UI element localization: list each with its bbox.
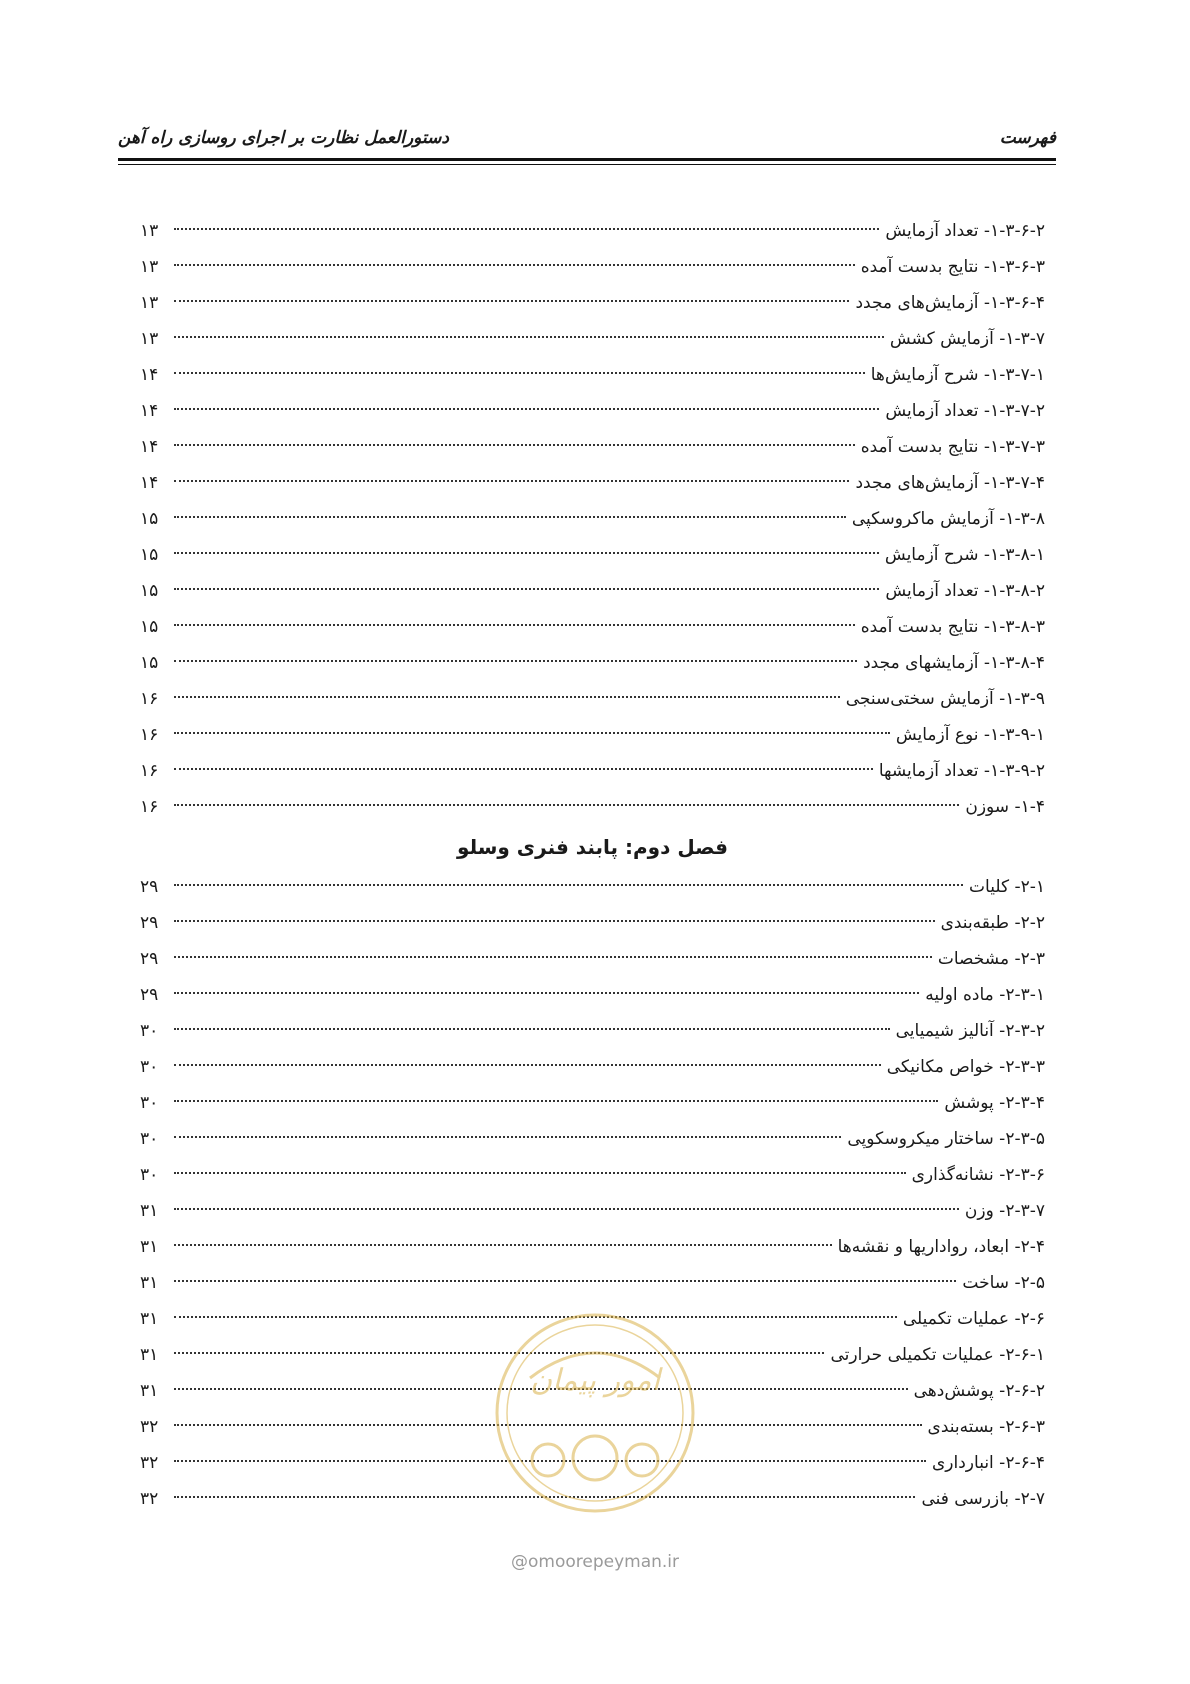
toc-entry[interactable]	[140, 645, 1045, 681]
toc-entry[interactable]	[140, 869, 1045, 905]
toc-section-1	[140, 213, 1045, 825]
toc-entry[interactable]	[140, 753, 1045, 789]
toc-entry[interactable]	[140, 977, 1045, 1013]
toc-entry-page: ۳۲	[140, 1453, 159, 1473]
toc-entry-title: ۲-۶-۳- بسته‌بندی	[927, 1417, 1045, 1437]
header-rule-thin	[118, 164, 1056, 165]
toc-entry-page: ۳۱	[140, 1201, 159, 1221]
watermark-site: @omoorepeyman.ir	[510, 1552, 680, 1572]
toc-entry[interactable]	[140, 1013, 1045, 1049]
toc-entry-title: ۱-۴- سوزن	[965, 797, 1045, 817]
toc-entry[interactable]	[140, 941, 1045, 977]
toc-entry-title: ۲-۳-۳- خواص مکانیکی	[886, 1057, 1045, 1077]
toc-entry[interactable]	[140, 321, 1045, 357]
toc-entry-title: ۱-۳-۹-۲- تعداد آزمایشها	[878, 761, 1045, 781]
toc-entry-page: ۳۲	[140, 1417, 159, 1437]
toc-entry-title: ۲-۱- کلیات	[969, 877, 1045, 897]
toc-entry-title: ۱-۳-۷-۴- آزمایش‌های مجدد	[855, 473, 1045, 493]
toc-leader-dots	[174, 1100, 938, 1102]
toc-entry-page: ۳۲	[140, 1489, 159, 1509]
toc-leader-dots	[174, 732, 890, 734]
toc-entry-page: ۳۱	[140, 1381, 159, 1401]
toc-leader-dots	[174, 1208, 959, 1210]
toc-entry-title: ۱-۳-۸-۴- آزمایشهای مجدد	[863, 653, 1045, 673]
toc-entry[interactable]	[140, 393, 1045, 429]
toc-entry[interactable]	[140, 465, 1045, 501]
toc-entry-title: ۲-۳-۲- آنالیز شیمیایی	[895, 1021, 1045, 1041]
toc-leader-dots	[174, 624, 855, 626]
toc-leader-dots	[174, 300, 849, 302]
toc-entry-page: ۱۶	[140, 689, 159, 709]
header-section-title: فهرست	[999, 128, 1056, 148]
header-document-title: دستورالعمل نظارت بر اجرای روسازی راه آهن	[118, 128, 449, 148]
toc-entry-page: ۳۰	[140, 1057, 159, 1077]
toc-entry-page: ۳۰	[140, 1129, 159, 1149]
watermark-logo-text: امور پیمان	[530, 1363, 660, 1398]
toc-leader-dots	[174, 264, 855, 266]
toc-entry-title: ۲-۲- طبقه‌بندی	[940, 913, 1045, 933]
toc-entry[interactable]	[140, 249, 1045, 285]
toc-entry-title: ۲-۳-۷- وزن	[964, 1201, 1045, 1221]
toc-entry-title: ۲-۳-۶- نشانه‌گذاری	[911, 1165, 1045, 1185]
toc-entry-title: ۱-۳-۷-۳- نتایج بدست آمده	[860, 437, 1045, 457]
toc-leader-dots	[174, 884, 963, 886]
toc-entry-title: ۲-۶-۲- پوشش‌دهی	[913, 1381, 1045, 1401]
toc-leader-dots	[174, 228, 879, 230]
toc-entry-title: ۲-۶-۱- عملیات تکمیلی حرارتی	[830, 1345, 1045, 1365]
toc-entry-page: ۱۴	[140, 401, 159, 421]
toc-entry[interactable]	[140, 609, 1045, 645]
toc-entry-title: ۱-۳-۸-۱- شرح آزمایش	[884, 545, 1045, 565]
toc-entry[interactable]	[140, 717, 1045, 753]
toc-entry[interactable]	[140, 1265, 1045, 1301]
toc-entry-page: ۳۱	[140, 1273, 159, 1293]
chapter-title: فصل دوم: پابند فنری وسلو	[457, 835, 728, 859]
toc-entry[interactable]	[140, 285, 1045, 321]
toc-entry[interactable]	[140, 789, 1045, 825]
toc-entry[interactable]	[140, 537, 1045, 573]
toc-entry-page: ۱۳	[140, 329, 159, 349]
toc-entry-title: ۲-۴- ابعاد، رواداریها و نقشه‌ها	[837, 1237, 1045, 1257]
toc-entry[interactable]	[140, 905, 1045, 941]
toc-entry[interactable]	[140, 429, 1045, 465]
toc-entry-title: ۱-۳-۷- آزمایش کشش	[889, 329, 1045, 349]
toc-entry-page: ۱۳	[140, 257, 159, 277]
toc-leader-dots	[174, 480, 849, 482]
toc-leader-dots	[174, 1172, 906, 1174]
toc-entry[interactable]	[140, 213, 1045, 249]
toc-leader-dots	[174, 372, 865, 374]
toc-entry-title: ۲-۳-۱- ماده اولیه	[925, 985, 1045, 1005]
toc-leader-dots	[174, 1136, 841, 1138]
toc-entry-page: ۱۵	[140, 509, 159, 529]
toc-leader-dots	[174, 336, 884, 338]
toc-entry-title: ۱-۳-۹-۱- نوع آزمایش	[895, 725, 1045, 745]
toc-entry[interactable]	[140, 501, 1045, 537]
toc-entry[interactable]	[140, 1085, 1045, 1121]
toc-entry[interactable]	[140, 357, 1045, 393]
toc-entry[interactable]	[140, 1193, 1045, 1229]
toc-entry-title: ۲-۷- بازرسی فنی	[921, 1489, 1045, 1509]
toc-entry-page: ۳۱	[140, 1309, 159, 1329]
toc-leader-dots	[174, 920, 935, 922]
toc-entry-title: ۲-۶- عملیات تکمیلی	[902, 1309, 1045, 1329]
toc-leader-dots	[174, 1280, 956, 1282]
toc-entry-title: ۱-۳-۶-۴- آزمایش‌های مجدد	[855, 293, 1045, 313]
toc-leader-dots	[174, 768, 873, 770]
toc-entry[interactable]	[140, 1157, 1045, 1193]
toc-entry-title: ۱-۳-۶-۲- تعداد آزمایش	[885, 221, 1045, 241]
toc-entry-title: ۲-۳- مشخصات	[937, 949, 1045, 969]
toc-leader-dots	[174, 552, 879, 554]
toc-entry-page: ۲۹	[140, 949, 159, 969]
toc-entry-title: ۱-۳-۶-۳- نتایج بدست آمده	[860, 257, 1045, 277]
toc-entry-page: ۱۳	[140, 293, 159, 313]
toc-leader-dots	[174, 1028, 890, 1030]
toc-entry[interactable]	[140, 1229, 1045, 1265]
toc-leader-dots	[174, 444, 855, 446]
toc-entry-title: ۱-۳-۸- آزمایش ماکروسکپی	[851, 509, 1045, 529]
toc-entry-page: ۱۶	[140, 761, 159, 781]
toc-entry-title: ۱-۳-۹- آزمایش سختی‌سنجی	[845, 689, 1045, 709]
toc-entry-page: ۲۹	[140, 877, 159, 897]
toc-entry-title: ۱-۳-۷-۲- تعداد آزمایش	[885, 401, 1045, 421]
header-rule-thick	[118, 158, 1056, 161]
toc-entry-page: ۱۴	[140, 437, 159, 457]
toc-entry-page: ۲۹	[140, 913, 159, 933]
toc-entry[interactable]	[140, 573, 1045, 609]
toc-entry-page: ۱۴	[140, 473, 159, 493]
toc-leader-dots	[174, 660, 857, 662]
toc-entry-page: ۳۱	[140, 1237, 159, 1257]
toc-leader-dots	[174, 588, 879, 590]
toc-entry-page: ۳۰	[140, 1165, 159, 1185]
toc-entry-page: ۱۴	[140, 365, 159, 385]
toc-entry-page: ۳۰	[140, 1093, 159, 1113]
toc-entry[interactable]	[140, 681, 1045, 717]
toc-entry-title: ۲-۵- ساخت	[962, 1273, 1045, 1293]
toc-entry-page: ۱۳	[140, 221, 159, 241]
toc-leader-dots	[174, 1244, 832, 1246]
toc-entry-page: ۱۶	[140, 797, 159, 817]
toc-entry-title: ۱-۳-۸-۲- تعداد آزمایش	[885, 581, 1045, 601]
watermark-logo	[490, 1308, 700, 1518]
toc-leader-dots	[174, 992, 919, 994]
toc-leader-dots	[174, 804, 959, 806]
toc-entry-title: ۱-۳-۷-۱- شرح آزمایش‌ها	[870, 365, 1045, 385]
toc-entry-title: ۱-۳-۸-۳- نتایج بدست آمده	[860, 617, 1045, 637]
toc-entry[interactable]	[140, 1049, 1045, 1085]
toc-leader-dots	[174, 1064, 881, 1066]
toc-entry-title: ۲-۳-۴- پوشش	[944, 1093, 1045, 1113]
toc-entry[interactable]	[140, 1121, 1045, 1157]
page-header	[118, 128, 1056, 156]
toc-entry-page: ۱۵	[140, 653, 159, 673]
toc-entry-page: ۱۵	[140, 581, 159, 601]
toc-leader-dots	[174, 696, 840, 698]
toc-entry-page: ۱۵	[140, 617, 159, 637]
toc-leader-dots	[174, 516, 846, 518]
toc-leader-dots	[174, 956, 932, 958]
toc-entry-page: ۳۰	[140, 1021, 159, 1041]
toc-entry-page: ۳۱	[140, 1345, 159, 1365]
toc-entry-page: ۱۶	[140, 725, 159, 745]
toc-entry-title: ۲-۶-۴- انبارداری	[932, 1453, 1045, 1473]
toc-entry-page: ۲۹	[140, 985, 159, 1005]
toc-entry-title: ۲-۳-۵- ساختار میکروسکوپی	[847, 1129, 1045, 1149]
toc-entry-page: ۱۵	[140, 545, 159, 565]
toc-leader-dots	[174, 408, 879, 410]
